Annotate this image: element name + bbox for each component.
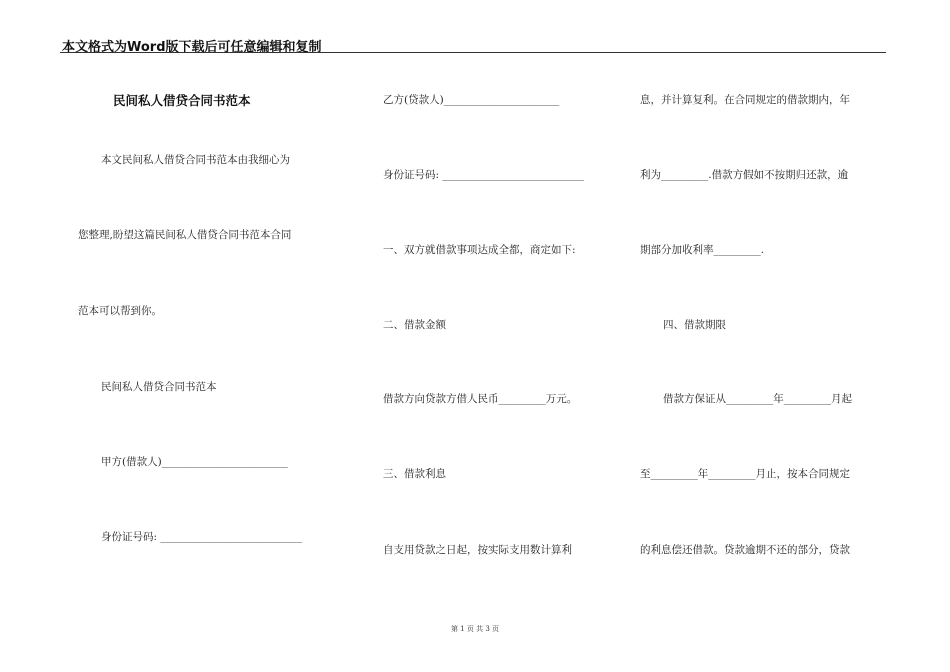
clause-4-heading: 四、借款期限 [663, 319, 726, 331]
agreement-line: 一、双方就借款事项达成全都，商定如下: [383, 244, 576, 256]
interest-line-4: 期部分加收利率_________. [640, 244, 765, 256]
term-line-1: 借款方保证从_________年_________月起 [663, 393, 852, 405]
party-a-id-line: 身份证号码: ___________________________ [101, 531, 303, 543]
section-title: 民间私人借贷合同书范本 [101, 381, 217, 393]
loan-amount-line: 借款方向贷款方借人民币_________万元。 [383, 393, 578, 405]
header-divider [60, 52, 886, 53]
term-line-2: 至_________年_________月止，按本合同规定 [640, 468, 850, 480]
term-line-3: 的利息偿还借款。贷款逾期不还的部分，贷款 [640, 544, 850, 556]
clause-2-heading: 二、借款金额 [383, 319, 446, 331]
interest-line-3: 利为_________.借款方假如不按期归还款，逾 [640, 169, 849, 181]
intro-line-2: 您整理,盼望这篇民间私人借贷合同书范本合同 [78, 229, 292, 241]
party-b-line: 乙方(贷款人)______________________ [383, 94, 560, 106]
contract-title: 民间私人借贷合同书范本 [113, 93, 251, 108]
party-b-id-line: 身份证号码: ___________________________ [383, 169, 585, 181]
page-number: 第 1 页 共 3 页 [450, 625, 500, 633]
party-a-line: 甲方(借款人)________________________ [101, 456, 288, 468]
intro-line-3: 范本可以帮到你。 [78, 305, 162, 317]
interest-line-2: 息，并计算复利。在合同规定的借款期内，年 [640, 94, 850, 106]
intro-line-1: 本文民间私人借贷合同书范本由我细心为 [101, 154, 290, 166]
interest-line-1: 自支用贷款之日起，按实际支用数计算利 [383, 544, 572, 556]
document-header: 本文格式为Word版下载后可任意编辑和复制 [62, 40, 322, 55]
clause-3-heading: 三、借款利息 [383, 468, 446, 480]
